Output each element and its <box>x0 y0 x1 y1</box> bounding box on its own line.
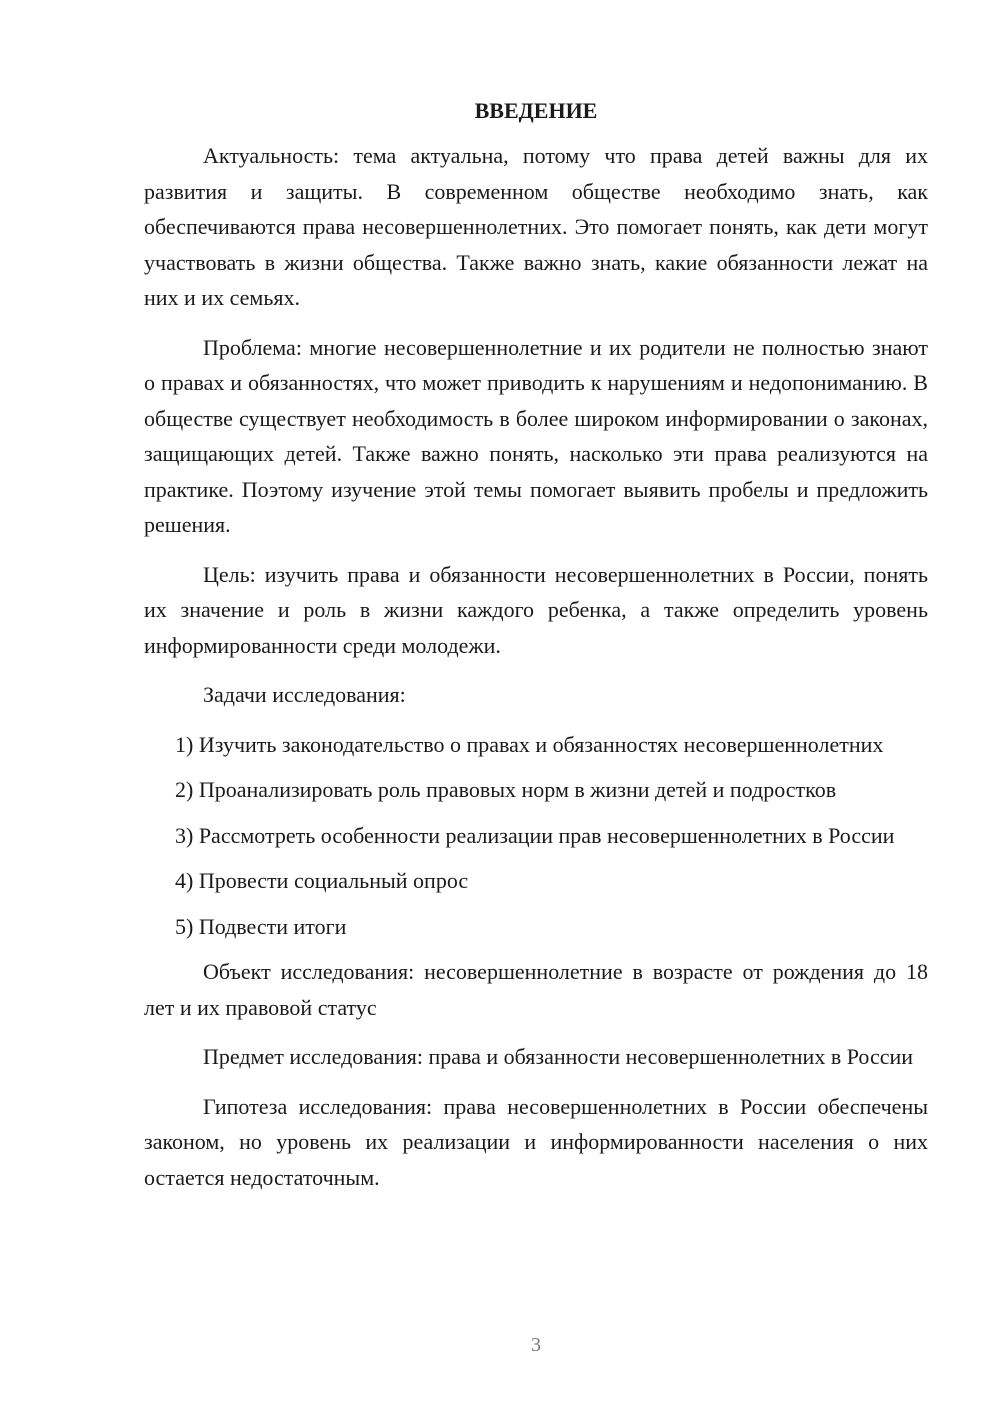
paragraph-object: Объект исследования: несовершеннолетние в возрасте от рождения до 18 лет и их правовой статус <box>144 959 928 1020</box>
document-page <box>144 96 928 1209</box>
paragraph-problem: Проблема: многие несовершеннолетние и их родители не полностью знают о правах и обязанностях, что может приводить к нарушениям и недопониманию. В обществе существует необходимость в более широком информировании о законах, защищающих детей. Также важно понять, насколько эти права реализуются на практике. Поэтому изучение этой темы помогает выявить пробелы и предложить решения. <box>144 334 928 537</box>
task-item-3: 3) Рассмотреть особенности реализации прав несовершеннолетних в России <box>175 822 895 848</box>
tasks-heading: Задачи исследования: <box>203 682 406 707</box>
task-item-5: 5) Подвести итоги <box>175 913 347 939</box>
task-item-2: 2) Проанализировать роль правовых норм в жизни детей и подростков <box>175 777 837 802</box>
page-title: ВВЕДЕНИЕ <box>474 98 598 123</box>
paragraph-hypothesis: Гипотеза исследования: права несовершеннолетних в России обеспечены законом, но уровень их реализации и информированности населения о них остается недостаточным. <box>144 1093 928 1190</box>
paragraph-goal: Цель: изучить права и обязанности несовершеннолетних в России, понять их значение и роль в жизни каждого ребенка, а также определить уровень информированности среди молодежи. <box>144 561 928 658</box>
paragraph-relevance: Актуальность: тема актуальна, потому что права детей важны для их развития и защиты. В современном обществе необходимо знать, как обеспечиваются права несовершеннолетних. Это помогает понять, как дети могут участвовать в жизни общества. Также важно знать, какие обязанности лежат на них и их семьях. <box>144 143 928 310</box>
task-item-1: 1) Изучить законодательство о правах и обязанностях несовершеннолетних <box>175 731 884 757</box>
paragraph-subject: Предмет исследования: права и обязанности несовершеннолетних в России <box>203 1044 914 1069</box>
task-item-4: 4) Провести социальный опрос <box>175 868 469 893</box>
page-number: 3 <box>531 1334 541 1356</box>
